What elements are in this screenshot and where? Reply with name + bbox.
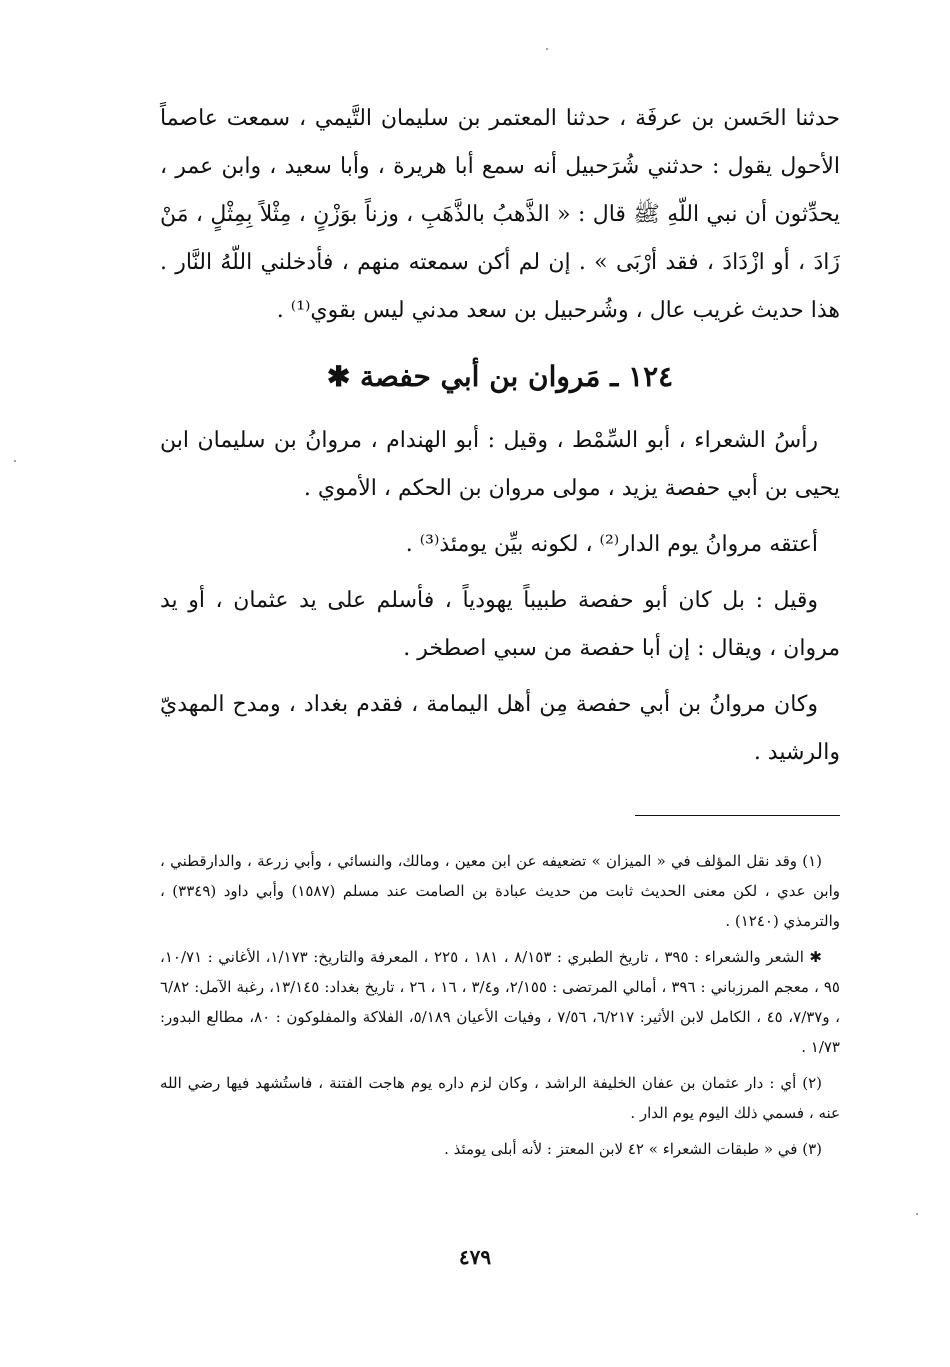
scan-speck	[916, 1213, 918, 1215]
biography-paragraph-freed: أعتقه مروانُ يوم الدار⁽²⁾ ، لكونه بيِّن يومئذ⁽³⁾ .	[405, 532, 818, 557]
footnote-separator	[635, 815, 840, 816]
page-number: ٤٧٩	[458, 1245, 492, 1269]
footnote-sources: ✱ الشعر والشعراء : ٣٩٥ ، تاريخ الطبري : ٨/١٥٣ ، ١٨١ ، ٢٢٥ ، المعرفة والتاريخ: ١/١٧٣، الأغاني : ١٠/٧١، ٩٥ ، معجم المرزباني : ٣٩٦ ، أمالي المرتضى : ٢/١٥٥، و٣/٤ ، ١٦ ، ٢٦ ، تاريخ بغداد: ١٣/١٤٥، رغبة الآمل: ٦/٨٢ ، و٧/٣٧، ٤٥ ، الكامل لابن الأثير: ٦/٢١٧، ٧/٥٦ ، وفيات الأعيان ٥/١٨٩، الفلاكة والمفلوكون : ٨٠، مطالع البدور: ١/٧٣ .	[160, 948, 840, 1056]
footnote-1: (١) وقد نقل المؤلف في « الميزان » تضعيفه عن ابن معين ، ومالك، والنسائي ، وأبي زرعة ، والدارقطني ، وابن عدي ، لكن معنى الحديث ثابت من حديث عبادة بن الصامت عند مسلم (١٥٨٧) وأبي داود (٣٣٤٩) ، والترمذي (١٢٤٠) .	[160, 852, 840, 930]
scan-speck	[14, 460, 16, 462]
scan-speck	[546, 48, 548, 50]
footnotes-section	[160, 846, 840, 1164]
biography-paragraph-origin: وقيل : بل كان أبو حفصة طبيباً يهودياً ، فأسلم على يد عثمان ، أو يد مروان ، ويقال : إن أبا حفصة من سبي اصطخر .	[160, 588, 840, 661]
section-heading: ١٢٤ ـ مَروان بن أبي حفصة ✱	[326, 360, 674, 393]
biography-paragraph-yamama: وكان مروانُ بن أبي حفصة مِن أهل اليمامة ، فقدم بغداد ، ومدح المهديّ والرشيد .	[160, 692, 840, 765]
biography-paragraph-name: رأسُ الشعراء ، أبو السِّمْط ، وقيل : أبو الهندام ، مروانُ بن سليمان ابن يحيى بن أبي حفصة يزيد ، مولى مروان بن الحكم ، الأموي .	[160, 428, 840, 501]
footnote-3: (٣) في « طبقات الشعراء » ٤٢ لابن المعتز : لأنه أبلى يومئذ .	[444, 1140, 822, 1158]
hadith-paragraph: حدثنا الحَسن بن عرفَة ، حدثنا المعتمر بن سليمان التَّيمي ، سمعت عاصماً الأحول يقول : حدثني شُرَحبيل أنه سمع أبا هريرة ، وأبا سعيد ، وابن عمر ، يحدِّثون أن نبي اللّهِ ﷺ قال : « الذَّهبُ بالذَّهَبِ ، وزناً بوَزْنٍ ، مِثْلاً بِمِثْلٍ ، مَنْ زَادَ ، أو ازْدَادَ ، فقد أرْبَى » . إن لم أكن سمعته منهم ، فأدخلني اللّهُ النَّار . هذا حديث غريب عال ، وشُرحبيل بن سعد مدني ليس بقوي⁽¹⁾ .	[160, 106, 840, 323]
footnote-2: (٢) أي : دار عثمان بن عفان الخليفة الراشد ، وكان لزم داره يوم هاجت الفتنة ، فاستُشهد فيها رضي الله عنه ، فسمي ذلك اليوم يوم الدار .	[160, 1074, 840, 1122]
page-content	[160, 95, 840, 1170]
